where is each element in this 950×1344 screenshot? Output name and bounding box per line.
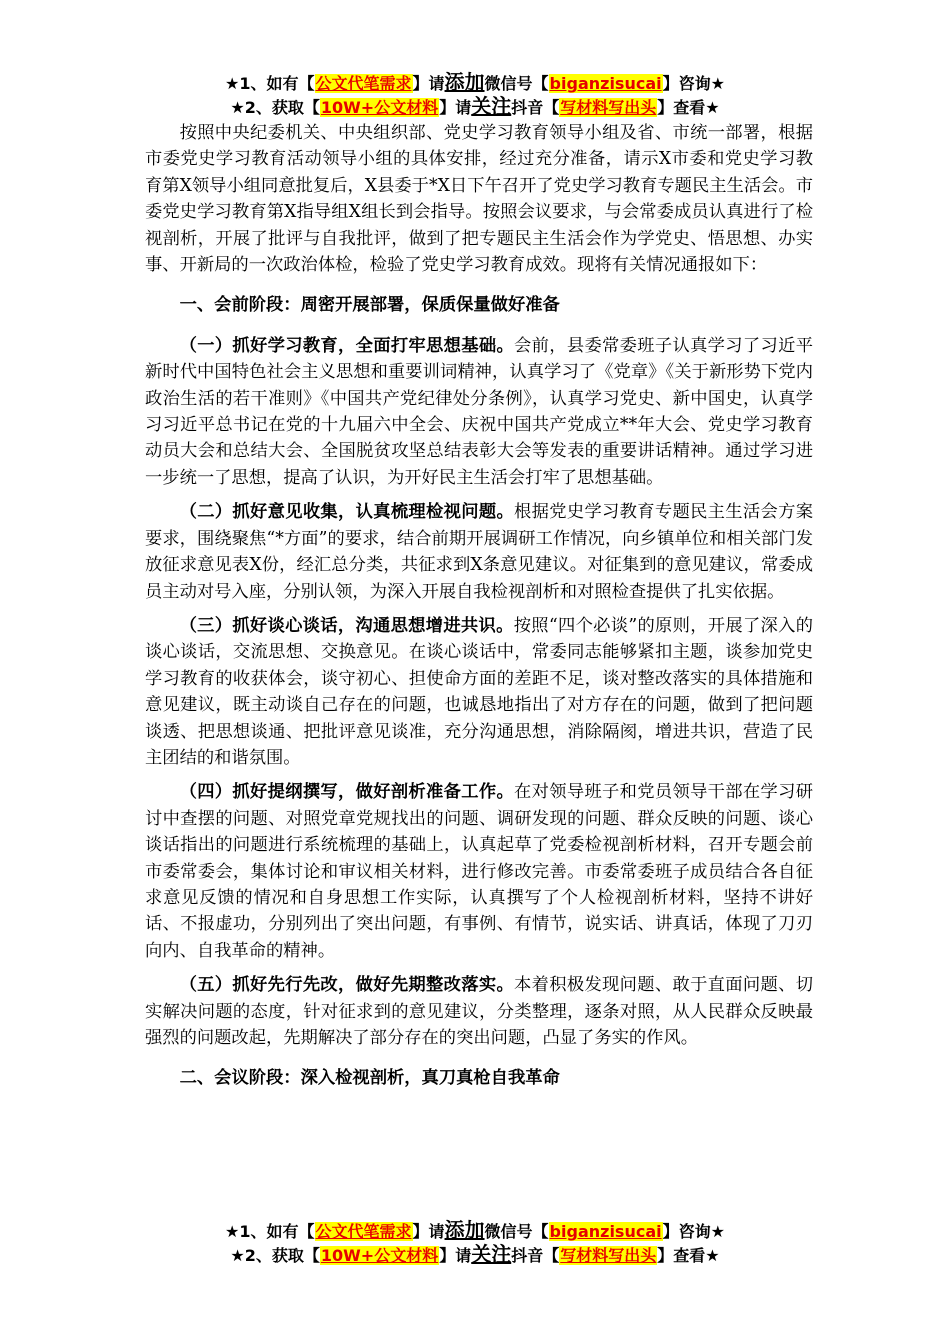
highlight-douyin: 写材料写出头 xyxy=(560,98,657,117)
item-1-paragraph: （一）抓好学习教育，全面打牢思想基础。会前，县委常委班子认真学习了习近平新时代中国特色社会主义思想和重要训词精神，认真学习了《党章》《关于新形势下党内政治生活的若干准则》《中国共产党纪律处分条例》，认真学习党史、新中国史，认真学习习近平总书记在党的十九届六中全会、庆祝中国共产党成立**年大会、党史学习教育动员大会和总结大会、全国脱贫攻坚总结表彰大会等发表的重要讲话精神。通过学习进一步统一了思想，提高了认识，为开好民主生活会打牢了思想基础。 xyxy=(145,335,813,488)
highlight-service: 公文代笔需求 xyxy=(315,74,412,93)
item-4-paragraph: （四）抓好提纲撰写，做好剖析准备工作。在对领导班子和党员领导干部在学习研讨中查摆的问题、对照党章党规找出的问题、调研发现的问题、群众反映的问题、谈心谈话指出的问题进行系统梳理的基础上，认真起草了党委检视剖析材料，召开专题会前市委常委会，集体讨论和审议相关材料，进行修改完善。市委常委班子成员结合各自征求意见反馈的情况和自身思想工作实际，认真撰写了个人检视剖析材料，坚持不讲好话、不报虚功，分别列出了突出问题，有事例、有情节，说实话、讲真话，体现了刀刃向内、自我革命的精神。 xyxy=(145,782,813,961)
section-2-heading: 二、会议阶段：深入检视剖析，真刀真枪自我革命 xyxy=(179,1068,560,1089)
promo-line-1-bottom: ★1、如有【公文代笔需求】请添加微信号【biganzisucai】咨询★ xyxy=(225,1218,725,1242)
highlight-materials: 10W+公文材料 xyxy=(320,98,439,117)
highlight-douyin: 写材料写出头 xyxy=(560,1246,657,1265)
item-3-paragraph: （三）抓好谈心谈话，沟通思想增进共识。按照“四个必谈”的原则，开展了深入的谈心谈话，交流思想、交换意见。在谈心谈话中，常委同志能够紧扣主题，谈参加党史学习教育的收获体会，谈守初心、担使命方面的差距不足，谈对整改落实的具体措施和意见建议，既主动谈自己存在的问题，也诚恳地指出了对方存在的问题，做到了把问题谈透、把思想谈通、把批评意见谈准，充分沟通思想，消除隔阂，增进共识，营造了民主团结的和谐氛围。 xyxy=(145,615,813,768)
highlight-wechat-id: biganzisucai xyxy=(549,74,662,93)
document-body xyxy=(145,120,813,1092)
highlight-service: 公文代笔需求 xyxy=(315,1222,412,1241)
promo-line-2-bottom: ★2、获取【10W+公文材料】请关注抖音【写材料写出头】查看★ xyxy=(230,1242,720,1266)
item-2-paragraph: （二）抓好意见收集，认真梳理检视问题。根据党史学习教育专题民主生活会方案要求，围绕聚焦“*方面”的要求，结合前期开展调研工作情况，向乡镇单位和相关部门发放征求意见表X份，经汇总分类，共征求到X条意见建议。对征集到的意见建议，常委成员主动对号入座，分别认领，为深入开展自我检视剖析和对照检查提供了扎实依据。 xyxy=(145,502,813,602)
item-5-paragraph: （五）抓好先行先改，做好先期整改落实。本着积极发现问题、敢于直面问题、切实解决问题的态度，针对征求到的意见建议，分类整理，逐条对照，从人民群众反映最强烈的问题改起，先期解决了部分存在的突出问题，凸显了务实的作风。 xyxy=(145,975,813,1048)
highlight-wechat-id: biganzisucai xyxy=(549,1222,662,1241)
promo-line-2-top: ★2、获取【10W+公文材料】请关注抖音【写材料写出头】查看★ xyxy=(230,94,720,118)
promo-line-1-top: ★1、如有【公文代笔需求】请添加微信号【biganzisucai】咨询★ xyxy=(225,70,725,94)
highlight-materials: 10W+公文材料 xyxy=(320,1246,439,1265)
intro-paragraph: 按照中央纪委机关、中央组织部、党史学习教育领导小组及省、市统一部署，根据市委党史学习教育活动领导小组的具体安排，经过充分准备，请示X市委和党史学习教育第X领导小组同意批复后，X县委于*X日下午召开了党史学习教育专题民主生活会。市委党史学习教育第X指导组X组长到会指导。按照会议要求，与会常委成员认真进行了检视剖析，开展了批评与自我批评，做到了把专题民主生活会作为学党史、悟思想、办实事、开新局的一次政治体检，检验了党史学习教育成效。现将有关情况通报如下： xyxy=(145,123,813,276)
section-1-heading: 一、会前阶段：周密开展部署，保质保量做好准备 xyxy=(179,295,560,316)
